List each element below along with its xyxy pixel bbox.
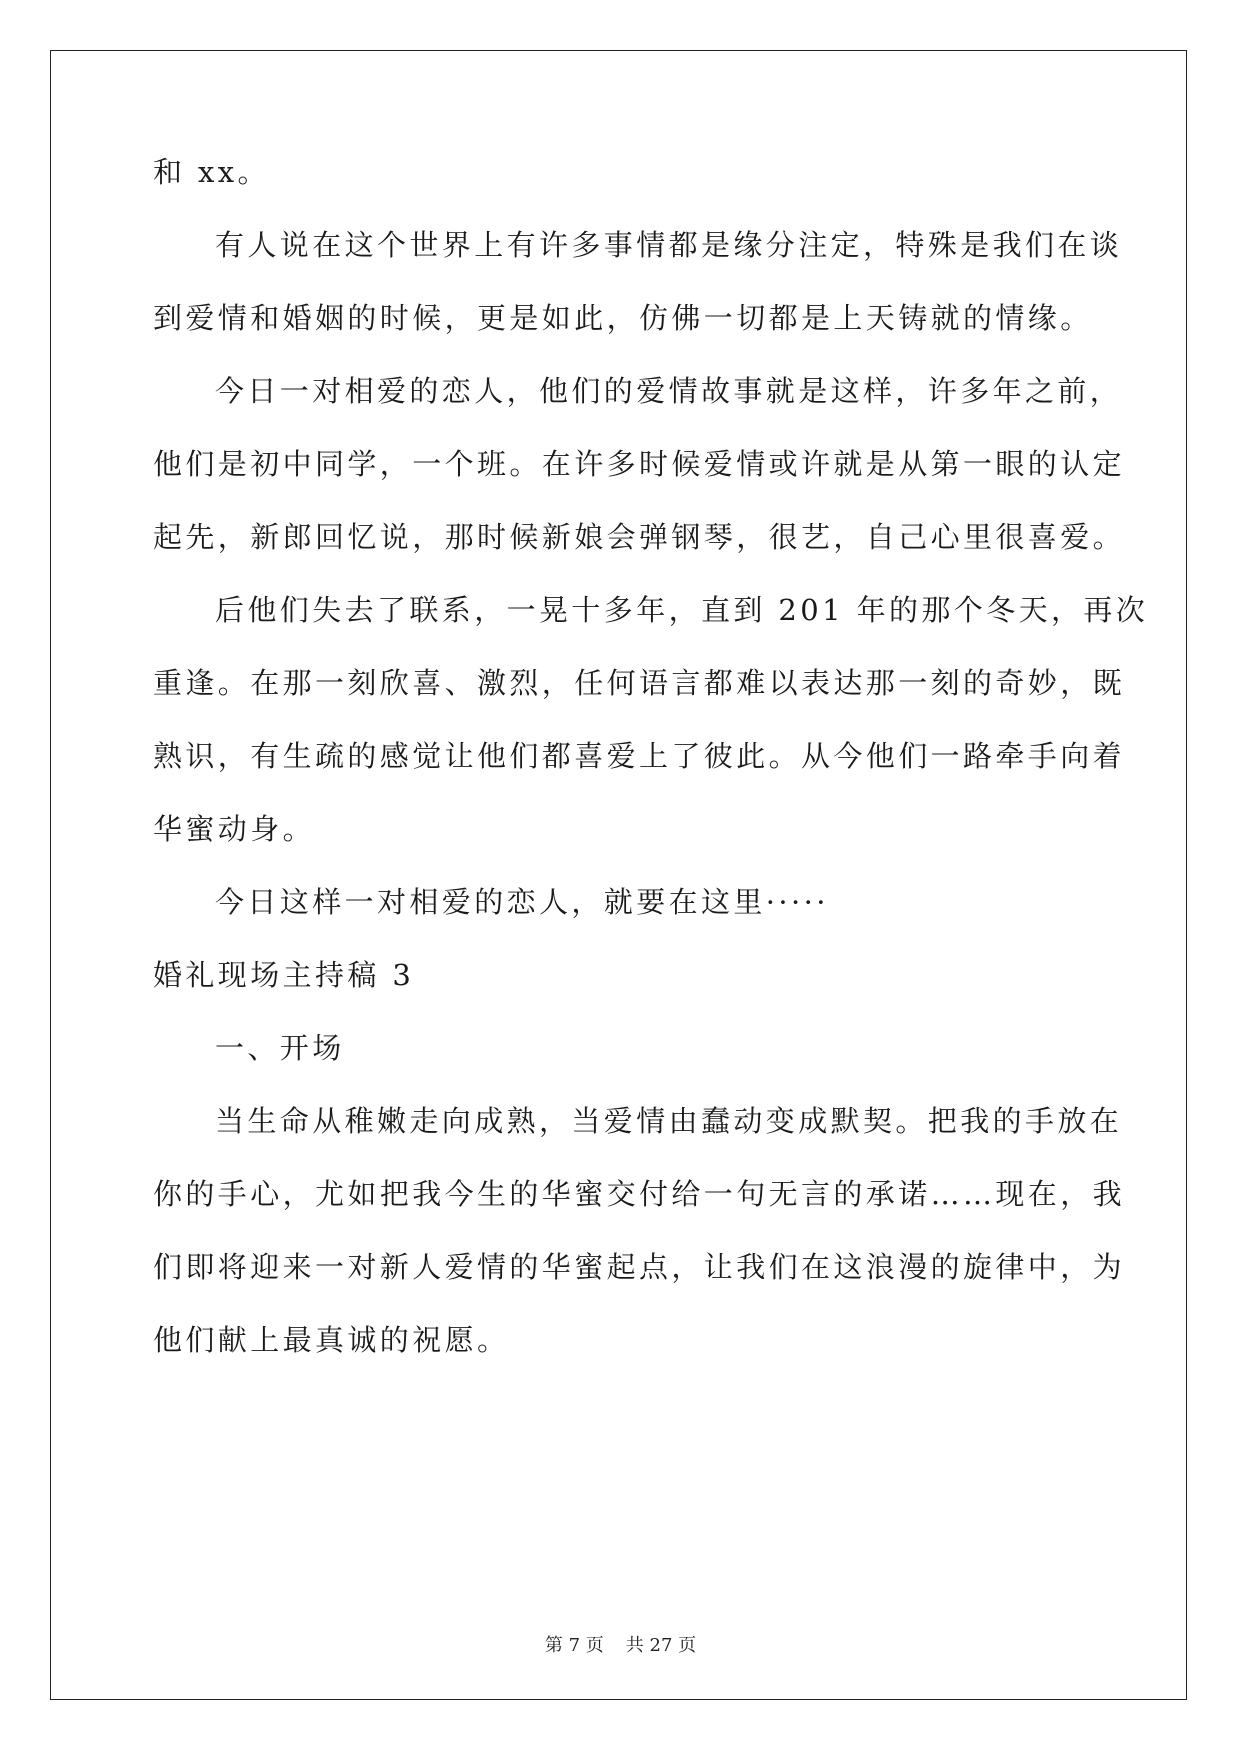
text-line: 们即将迎来一对新人爱情的华蜜起点，让我们在这浪漫的旋律中，为 (153, 1250, 1126, 1284)
text-line: 当生命从稚嫩走向成熟，当爱情由蠢动变成默契。把我的手放在 (215, 1104, 1123, 1138)
text-line: 后他们失去了联系，一晃十多年，直到 201 年的那个冬天，再次 (215, 593, 1149, 627)
text-line: 有人说在这个世界上有许多事情都是缘分注定，特殊是我们在谈 (215, 228, 1123, 262)
text-line: 他们献上最真诚的祝愿。 (153, 1323, 510, 1357)
page-count: 共 27 页 (625, 1635, 697, 1656)
text-line: 他们是初中同学，一个班。在许多时候爱情或许就是从第一眼的认定 (153, 447, 1126, 481)
text-line: 熟识，有生疏的感觉让他们都喜爱上了彼此。从今他们一路牵手向着 (153, 739, 1126, 773)
text-line: 今日一对相爱的恋人，他们的爱情故事就是这样，许多年之前， (215, 374, 1123, 408)
text-line: 重逢。在那一刻欣喜、激烈，任何语言都难以表达那一刻的奇妙，既 (153, 666, 1126, 700)
page-footer (0, 1634, 1241, 1658)
subsection-heading: 一、开场 (215, 1031, 345, 1065)
section-heading: 婚礼现场主持稿 3 (153, 958, 415, 992)
text-line: 和 xx。 (153, 155, 270, 189)
page-number: 第 7 页 (544, 1635, 604, 1656)
text-line: 起先，新郎回忆说，那时候新娘会弹钢琴，很艺，自己心里很喜爱。 (153, 520, 1126, 554)
text-line: 今日这样一对相爱的恋人，就要在这里····· (215, 885, 829, 919)
text-line: 华蜜动身。 (153, 812, 316, 846)
text-line: 你的手心，尤如把我今生的华蜜交付给一句无言的承诺……现在，我 (153, 1177, 1126, 1211)
text-line: 到爱情和婚姻的时候，更是如此，仿佛一切都是上天铸就的情缘。 (153, 301, 1093, 335)
